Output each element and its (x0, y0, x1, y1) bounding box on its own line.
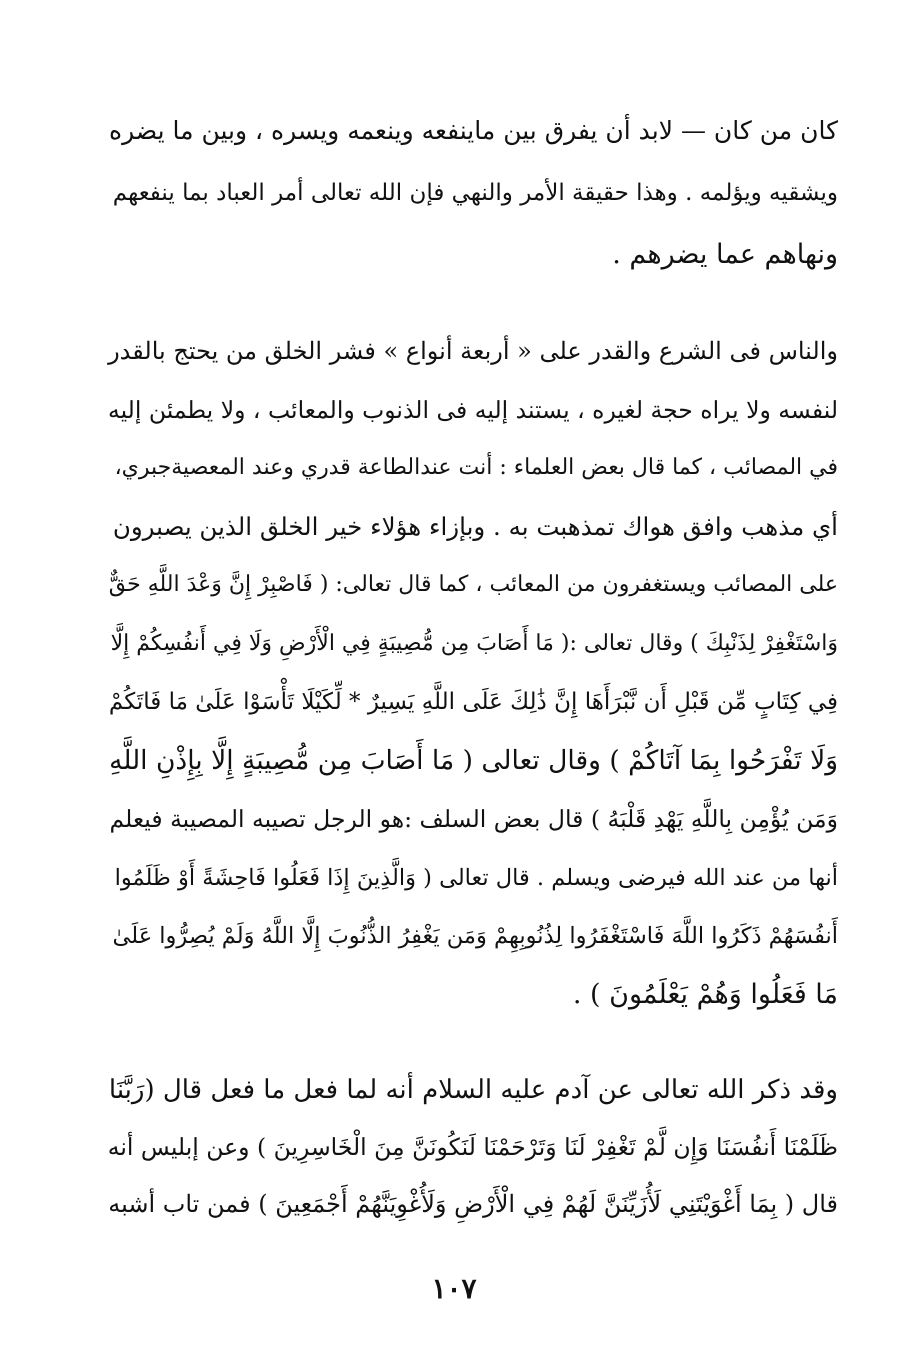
page-number: ١٠٧ (431, 1272, 477, 1305)
text-line: كان من كان — لابد أن يفرق بين ماينفعه وينعمه ويسره ، وبين ما يضره (109, 116, 838, 145)
text-line: وَلَا تَفْرَحُوا بِمَا آتَاكُمْ ) وقال تعالى ( مَا أَصَابَ مِن مُّصِيبَةٍ إِلَّا بِإِذْنِ اللَّهِ (109, 744, 838, 776)
text-line: ونهاهم عما يضرهم . (612, 239, 838, 270)
text-line: قال ( بِمَا أَغْوَيْتَنِي لَأُزَيِّنَنَّ لَهُمْ فِي الْأَرْضِ وَلَأُغْوِيَنَّهُمْ أَجْمَعِينَ ) فمن تاب أشبه (108, 1190, 838, 1218)
text-line: مَا فَعَلُوا وَهُمْ يَعْلَمُونَ ) . (572, 978, 838, 1010)
text-line: لنفسه ولا يراه حجة لغيره ، يستند إليه فى الذنوب والمعائب ، ولا يطمئن إليه (107, 395, 838, 424)
text-line: في المصائب ، كما قال بعض العلماء : أنت عندالطاعة قدري وعند المعصيةجبري، (114, 455, 838, 480)
text-line: فِي كِتَابٍ مِّن قَبْلِ أَن نَّبْرَأَهَا إِنَّ ذَٰلِكَ عَلَى اللَّهِ يَسِيرٌ * لِّكَيْلَا تَأْسَوْا عَلَىٰ مَا فَاتَكُمْ (108, 689, 838, 715)
text-line: أَنفُسَهُمْ ذَكَرُوا اللَّهَ فَاسْتَغْفَرُوا لِذُنُوبِهِمْ وَمَن يَغْفِرُ الذُّنُوبَ إِلَّا اللَّهُ وَلَمْ يُصِرُّوا عَلَىٰ (112, 923, 838, 949)
text-line: ظَلَمْنَا أَنفُسَنَا وَإِن لَّمْ تَغْفِرْ لَنَا وَتَرْحَمْنَا لَنَكُونَنَّ مِنَ الْخَاسِرِينَ ) وعن إبليس أنه (107, 1133, 838, 1161)
text-line: أنها من عند الله فيرضى ويسلم . قال تعالى ( وَالَّذِينَ إِذَا فَعَلُوا فَاحِشَةً أَوْ ظَلَمُوا (114, 864, 838, 891)
paragraph-1 (104, 100, 838, 286)
text-line: وقد ذكر الله تعالى عن آدم عليه السلام أنه لما فعل ما فعل قال (رَبَّنَا (108, 1075, 838, 1105)
text-line: وَمَن يُؤْمِن بِاللَّهِ يَهْدِ قَلْبَهُ ) قال بعض السلف :هو الرجل تصيبه المصيبة فيعلم (109, 805, 838, 833)
paragraph-2 (104, 322, 838, 1024)
text-line: على المصائب ويستغفرون من المعائب ، كما قال تعالى: ( فَاصْبِرْ إِنَّ وَعْدَ اللَّهِ حَقٌّ (108, 572, 838, 597)
text-line: أي مذهب وافق هواك تمذهبت به . وبإزاء هؤلاء خير الخلق الذين يصبرون (112, 511, 838, 541)
text-line: والناس فى الشرع والقدر على « أربعة أنواع » فشر الخلق من يحتج بالقدر (108, 337, 838, 365)
paragraph-3 (104, 1062, 838, 1233)
text-line: ويشقيه ويؤلمه . وهذا حقيقة الأمر والنهي فإن الله تعالى أمر العباد بما ينفعهم (112, 180, 838, 206)
text-line: وَاسْتَغْفِرْ لِذَنْبِكَ ) وقال تعالى :( مَا أَصَابَ مِن مُّصِيبَةٍ فِي الْأَرْضِ وَلَا فِي أَنفُسِكُمْ إِلَّا (110, 630, 838, 656)
